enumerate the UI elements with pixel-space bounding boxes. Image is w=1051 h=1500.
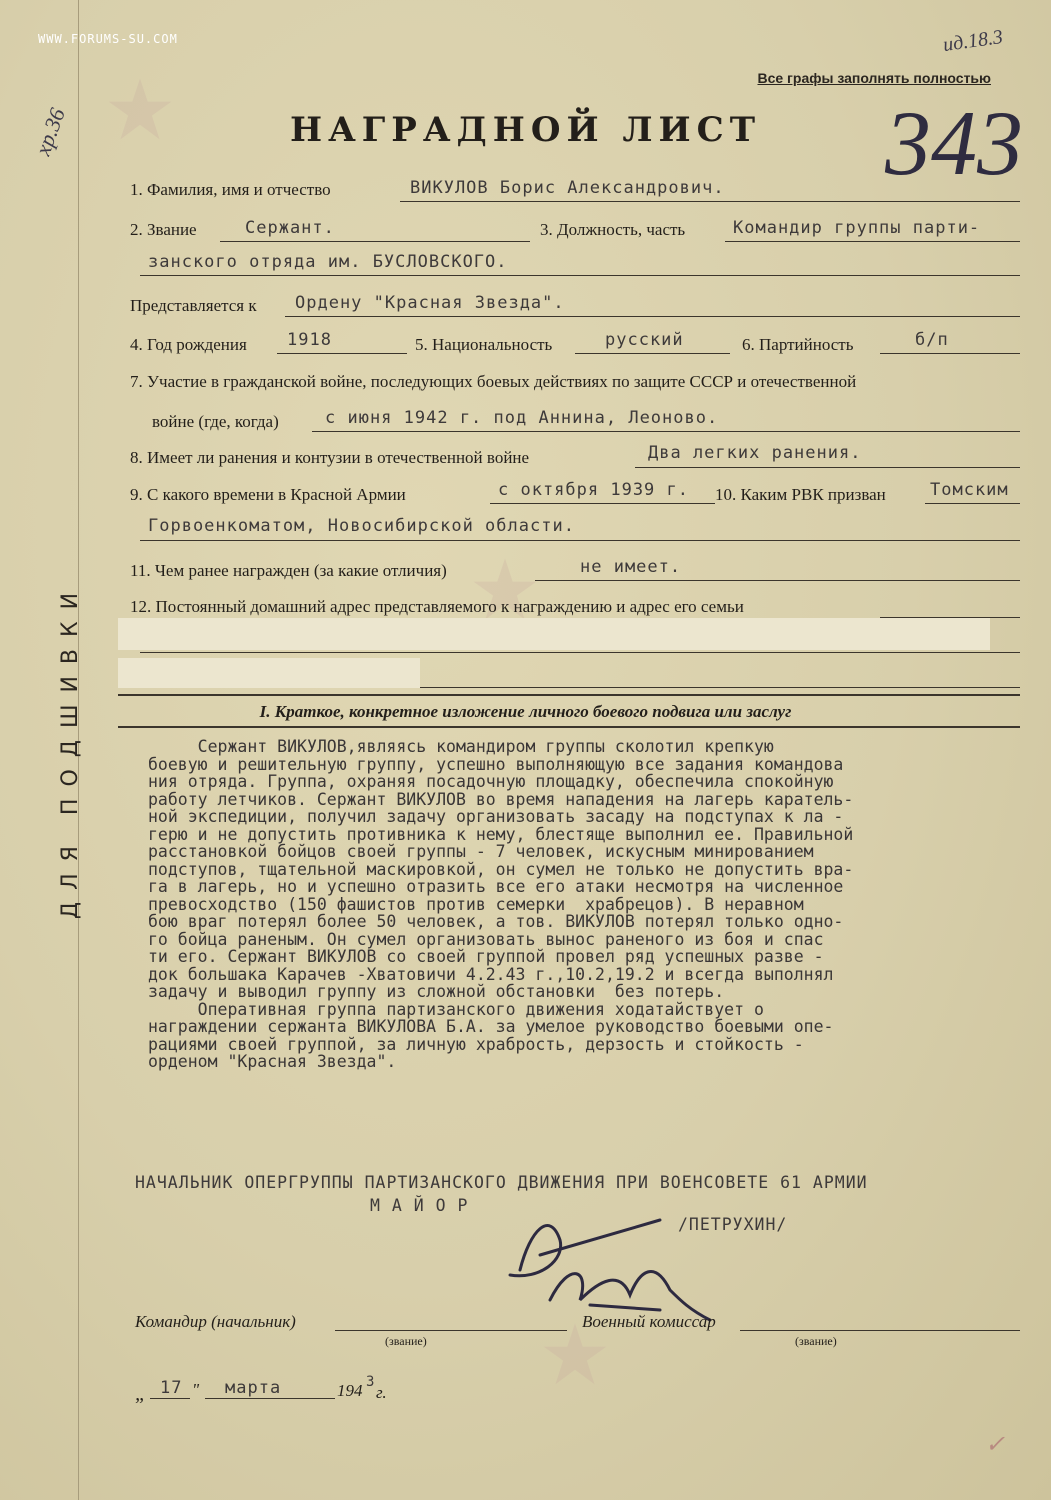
citation-line: расстановкой бойцов своей группы - 7 человек, искусным минированием [148,842,814,861]
citation-line: рациями своей группой, за личную храбрость, дерзость и стойкость - [148,1034,804,1054]
field-2-label: 2. Звание [130,220,197,239]
citation-line: Сержант ВИКУЛОВ,являясь командиром группы сколотил крепкую [148,737,774,756]
field-2-value: Сержант. [245,218,335,238]
field-12-underline-2 [140,652,1020,653]
redacted-address [118,618,990,650]
award-underline [285,316,1020,317]
citation-line: задачу и выводил группу из сложной обстановки без потерь. [148,982,725,1001]
field-6-underline [880,353,1020,354]
field-12-label: 12. Постоянный домашний адрес представляемого к награждению и адрес его семьи [130,597,744,616]
field-11-label: 11. Чем ранее награжден (за какие отличия) [130,561,447,580]
citation-line: превосходство (150 фашистов против семерки храбрецов). В неравном [148,894,804,914]
field-9-value: с октября 1939 г. [498,480,689,500]
citation-line: герю и не допустить противника к нему, блестяще выполнил ее. Правильной [148,824,854,844]
date-month-underline [205,1398,335,1399]
citation-line: награждении сержанта ВИКУЛОВА Б.А. за умелое руководство боевыми опе- [148,1017,834,1036]
field-8-value: Два легких ранения. [648,443,862,463]
citation-text [148,738,1028,1071]
handwritten-signature-icon [480,1200,740,1330]
binding-label: ДЛЯ ПОДШИВКИ [58,580,83,920]
field-9-label: 9. С какого времени в Красной Армии [130,485,406,504]
citation-line: подступов, тщательной маскировкой, он сумел не только не допустить вра- [148,859,854,879]
citation-line: орденом "Красная Звезда". [148,1052,397,1071]
commissar-rank-caption: (звание) [795,1334,837,1348]
field-1-value: ВИКУЛОВ Борис Александрович. [410,178,725,198]
field-1-label: 1. Фамилия, имя и отчество [130,180,331,199]
citation-line: работу летчиков. Сержант ВИКУЛОВ во время нападения на лагерь каратель- [148,789,854,809]
field-7-label-continued: войне (где, когда) [152,412,279,431]
award-label: Представляется к [130,296,257,315]
field-5-value: русский [605,330,684,350]
commissar-underline [740,1330,1020,1331]
date-open-quote: „ [135,1383,147,1405]
field-3-label: 3. Должность, часть [540,220,686,239]
date-month: марта [225,1378,282,1398]
commander-label: Командир (начальник) [135,1312,296,1331]
commissar-label: Военный комиссар [582,1312,716,1331]
signature-name: /ПЕТРУХИН/ [678,1215,788,1234]
document-title: НАГРАДНОЙ ЛИСТ [289,110,762,150]
field-1-underline [400,201,1020,202]
handwritten-archive-note: хр.36 [30,104,71,159]
site-watermark: WWW.FORUMS-SU.COM [38,32,178,46]
field-11-underline [535,580,1020,581]
date-year-suffix: 3 [366,1374,376,1390]
redacted-address-2 [118,658,420,688]
citation-line: бою враг потерял более 50 человек, а тов. ВИКУЛОВ потерял только одно- [148,912,844,931]
citation-line: ния отряда. Группа, охраняя посадочную площадку, обеспечила спокойную [148,772,834,791]
date-year-end: г. [376,1383,387,1402]
field-3-value: Командир группы парти- [733,218,981,238]
field-12-underline-3 [420,687,1020,688]
citation-line: док большака Карачев -Хватовичи 4.2.43 г.,10.2,19.2 и всегда выполнял [148,964,834,984]
field-6-value: б/п [915,330,949,350]
field-10-label: 10. Каким РВК призван [715,485,886,504]
citation-line: ной экспедиции, получил задачу организовать засаду на подступах к ла - [148,807,844,826]
field-8-label: 8. Имеет ли ранения и контузии в отечественной войне [130,448,530,467]
field-7-underline [312,431,1020,432]
field-6-label: 6. Партийность [742,335,854,354]
citation-line: ти его. Сержант ВИКУЛОВ со своей группой провел ряд успешных разве - [148,947,824,966]
date-day-underline [150,1398,190,1399]
field-3-value-continued: занского отряда им. БУСЛОВСКОГО. [148,252,508,272]
citation-line: Оперативная группа партизанского движения ходатайствует о [148,999,764,1019]
citation-line: го бойца раненым. Он сумел организовать вынос раненого из боя и спас [148,929,824,949]
handwritten-folio-note: ид.18.3 [941,25,1005,57]
field-5-underline [575,353,730,354]
field-7-value: с июня 1942 г. под Аннина, Леоново. [325,408,719,428]
signature-title: НАЧАЛЬНИК ОПЕРГРУППЫ ПАРТИЗАНСКОГО ДВИЖЕНИЯ ПРИ ВОЕНСОВЕТЕ 61 АРМИИ [135,1173,868,1192]
field-10-underline-2 [140,540,1020,541]
field-4-label: 4. Год рождения [130,335,247,354]
pencil-mark: ✓ [985,1432,1006,1458]
field-9-underline [490,503,715,504]
section-title: I. Краткое, конкретное изложение личного боевого подвига или заслуг [259,702,792,721]
section-top-rule [118,694,1020,696]
instruction-note: Все графы заполнять полностью [757,70,991,86]
field-4-value: 1918 [287,330,332,350]
field-11-value: не имеет. [580,557,682,577]
field-5-label: 5. Национальность [415,335,553,354]
commander-rank-caption: (звание) [385,1334,427,1348]
field-10-underline [925,503,1020,504]
section-bottom-rule [118,726,1020,728]
field-10-value: Томским [930,480,1009,500]
field-4-underline [277,353,407,354]
handwritten-number: 343 [885,92,1023,194]
award-value: Ордену "Красная Звезда". [295,293,565,313]
citation-line: боевую и решительную группу, успешно выполняющую все задания командова [148,754,844,774]
commander-underline [335,1330,567,1331]
field-3-underline [725,241,1020,242]
field-3-underline-2 [140,275,1020,276]
date-year-prefix: 194 [337,1381,363,1400]
field-8-underline [635,467,1020,468]
field-7-label: 7. Участие в гражданской войне, последующих боевых действиях по защите СССР и отечественной [130,372,857,391]
citation-line: га в лагерь, но и успешно отразить все его атаки несмотря на численное [148,877,844,896]
field-2-underline [220,241,530,242]
date-separator: " [192,1380,200,1399]
signature-rank: М А Й О Р [370,1196,469,1215]
field-10-value-continued: Горвоенкоматом, Новосибирской области. [148,516,575,536]
date-day: 17 [160,1378,183,1398]
